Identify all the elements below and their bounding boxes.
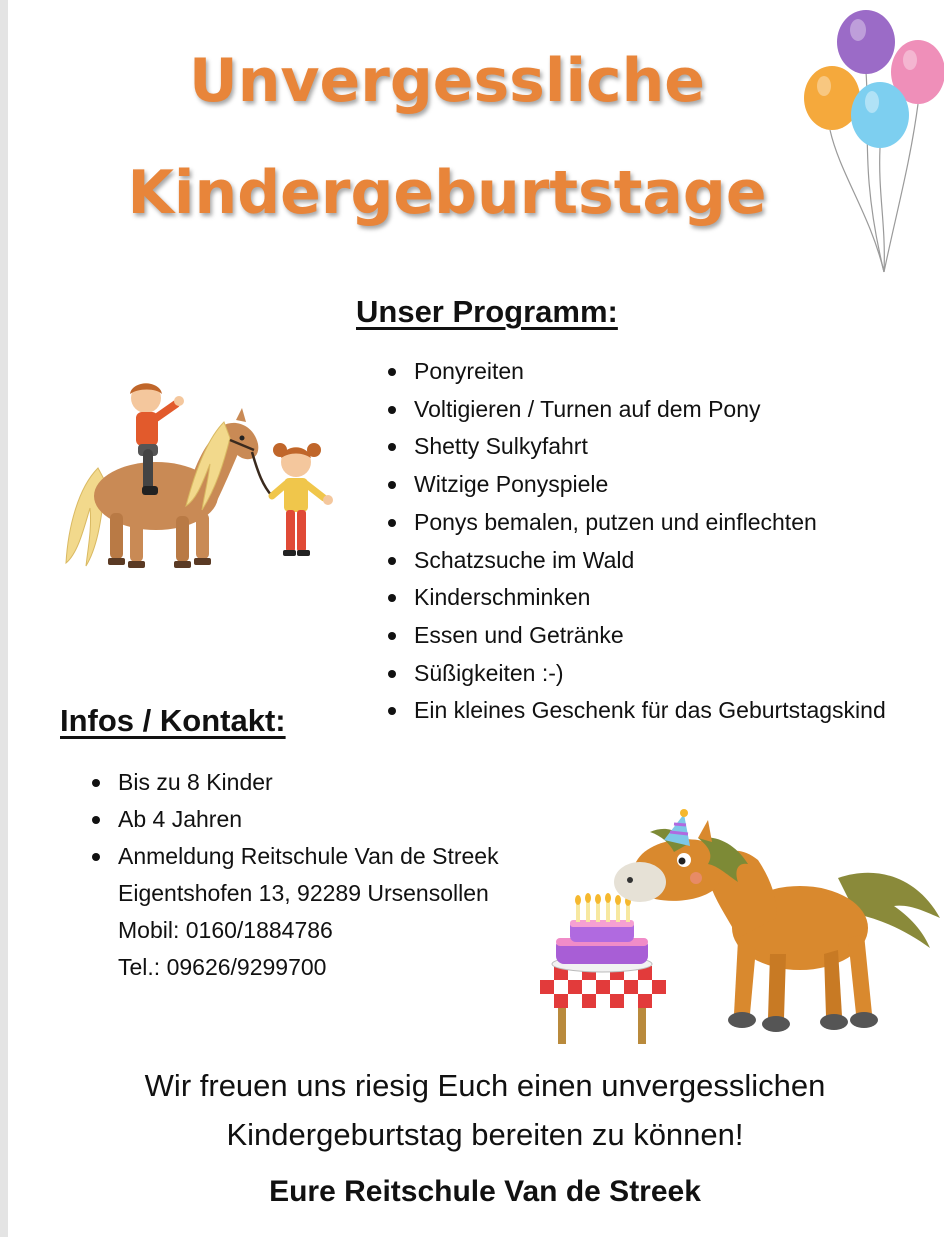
list-item: Kinderschminken (386, 579, 886, 617)
balloons-icon (800, 4, 944, 280)
list-item: Shetty Sulkyfahrt (386, 428, 886, 466)
footer-message-line1: Wir freuen uns riesig Euch einen unvergesslichen (144, 1068, 826, 1103)
contact-heading: Infos / Kontakt: (60, 703, 286, 738)
kids-info: Bis zu 8 Kinder (118, 769, 273, 795)
list-item: Ein kleines Geschenk für das Geburtstagskind (386, 692, 886, 730)
list-item: Ponys bemalen, putzen und einflechten (386, 504, 886, 542)
mobile-number: Mobil: 0160/1884786 (118, 917, 333, 943)
contact-list (90, 764, 499, 986)
page-title-line1: Unvergessliche (188, 46, 705, 116)
registration-text: Anmeldung Reitschule Van de Streek (118, 843, 499, 869)
list-item: Essen und Getränke (386, 617, 886, 655)
birthday-horse-illustration (538, 808, 944, 1048)
list-item (90, 838, 499, 986)
program-heading: Unser Programm: (356, 294, 618, 329)
list-item: Süßigkeiten :-) (386, 655, 886, 693)
page-title-line2: Kindergeburtstage (127, 158, 767, 228)
program-list (386, 353, 886, 730)
list-item: Ponyreiten (386, 353, 886, 391)
pony-ride-illustration (58, 378, 348, 573)
list-item: Witzige Ponyspiele (386, 466, 886, 504)
list-item (90, 801, 499, 838)
page-edge (0, 0, 8, 1237)
phone-number: Tel.: 09626/9299700 (118, 954, 327, 980)
age-info: Ab 4 Jahren (118, 806, 243, 832)
list-item (90, 764, 499, 801)
address-text: Eigentshofen 13, 92289 Ursensollen (118, 880, 489, 906)
footer-signature: Eure Reitschule Van de Streek (269, 1175, 701, 1208)
footer-message-line2: Kindergeburtstag bereiten zu können! (226, 1117, 744, 1152)
list-item: Schatzsuche im Wald (386, 542, 886, 580)
list-item: Voltigieren / Turnen auf dem Pony (386, 391, 886, 429)
